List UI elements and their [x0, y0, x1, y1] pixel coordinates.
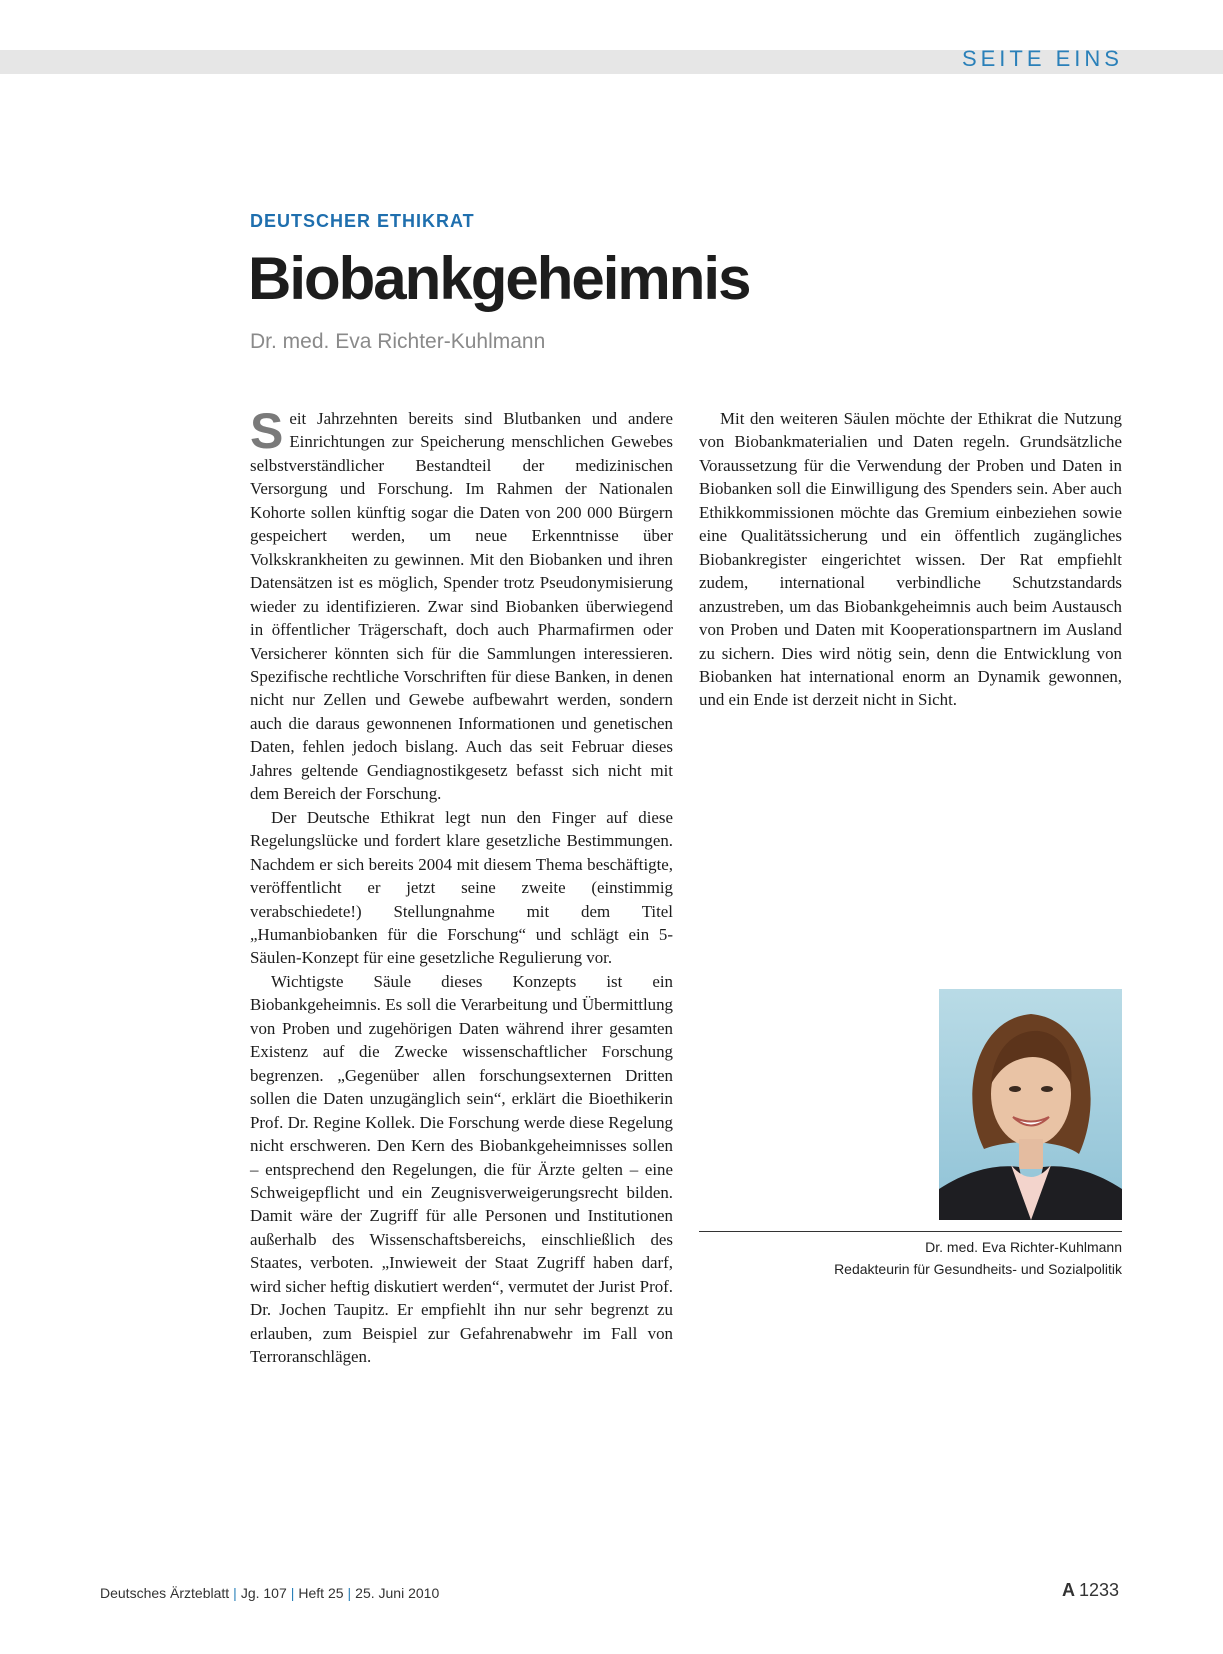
article-kicker: DEUTSCHER ETHIKRAT [250, 211, 475, 231]
footer-separator: | [290, 1585, 295, 1601]
paragraph-1 [250, 403, 673, 806]
footer [100, 1585, 439, 1601]
footer-volume: Jg. 107 [240, 1585, 287, 1601]
page-number-value: 1233 [1078, 1580, 1119, 1600]
caption-divider [699, 1231, 1122, 1232]
paragraph-1-text: eit Jahrzehnten bereits sind Blutbanken und andere Einrichtungen zur Speicherung menschlichen Gewebes selbstverständlicher Bestandteil der medizinischen Versorgung und Forschung. Im Rahmen der Nationalen Kohorte sollen künftig sogar die Daten von 200 000 Bürgern gespeichert werden, um neue Erkenntnisse über Volkskrankheiten zu gewinnen. Mit den Biobanken und ihren Datensätzen ist es möglich, Spender trotz Pseudonymisierung wieder zu identifizieren. Zwar sind Biobanken überwiegend in öffentlicher Trägerschaft, doch auch Pharmafirmen oder Versicherer könnten sich für die Sammlungen interessieren. Spezifische rechtliche Vorschriften für diese Banken, in denen nicht nur Zellen und Gewebe aufbewahrt werden, sondern auch die daraus gewonnenen Informationen und genetischen Daten, fehlen jedoch bislang. Auch das seit Februar dieses Jahres geltende Gendiagnostikgesetz befasst sich nicht mit dem Bereich der Forschung. [250, 409, 673, 804]
drop-cap: S [250, 403, 284, 459]
text-column-right [699, 407, 1122, 712]
text-column-left [250, 403, 673, 1369]
footer-journal: Deutsches Ärzteblatt [100, 1585, 230, 1601]
paragraph-4: Mit den weiteren Säulen möchte der Ethikrat die Nutzung von Biobankmaterialien und Daten regeln. Grundsätzliche Voraussetzung für die Verwendung der Proben und Daten in Biobanken soll die Einwilligung des Spenders sein. Aber auch Ethikkommissionen möchte das Gremium einbeziehen sowie eine Qualitätssicherung und ein öffentlich zugängliches Biobankregister eingerichtet wissen. Der Rat empfiehlt zudem, international verbindliche Schutzstandards anzustreben, um das Biobankgeheimnis auch beim Austausch von Proben und Daten mit Kooperationspartnern im Ausland zu sichern. Dies wird nötig sein, denn die Entwicklung von Biobanken hat international enorm an Dynamik gewonnen, und ein Ende ist derzeit nicht in Sicht. [699, 409, 1122, 710]
author-portrait [939, 989, 1122, 1220]
article-title: Biobankgeheimnis [248, 245, 750, 312]
article-author: Dr. med. Eva Richter-Kuhlmann [250, 330, 546, 353]
caption-role: Redakteurin für Gesundheits- und Sozialpolitik [834, 1261, 1122, 1277]
page-number [1062, 1580, 1119, 1601]
caption-name: Dr. med. Eva Richter-Kuhlmann [925, 1239, 1122, 1255]
footer-separator: | [347, 1585, 352, 1601]
paragraph-3: Wichtigste Säule dieses Konzepts ist ein Biobankgeheimnis. Es soll die Verarbeitung und Übermittlung von Proben und zugehörigen Daten während ihrer gesamten Existenz auf die Zwecke wissenschaftlicher Forschung begrenzen. „Gegenüber allen forschungsexternen Dritten sollen die Daten unzugänglich sein“, erklärt die Bioethikerin Prof. Dr. Regine Kollek. Die Forschung werde diese Regelung nicht erschweren. Den Kern des Biobankgeheimnisses sollen – entsprechend den Regelungen, die für Ärzte gelten – eine Schweigepflicht und ein Zeugnisverweigerungsrecht bilden. Damit wäre der Zugriff für alle Personen und Institutionen außerhalb des Wissenschaftsbereichs, einschließlich des Staates, verboten. „Inwieweit der Staat Zugriff haben darf, wird sicher heftig diskutiert werden“, vermutet der Jurist Prof. Dr. Jochen Taupitz. Er empfiehlt ihn nur sehr begrenzt zu erlauben, zum Beispiel zur Gefahrenabwehr im Fall von Terroranschlägen. [250, 971, 673, 1367]
page-prefix: A [1061, 1580, 1075, 1600]
footer-date: 25. Juni 2010 [355, 1585, 440, 1601]
footer-issue: Heft 25 [298, 1585, 344, 1601]
footer-separator: | [233, 1585, 237, 1601]
section-label: SEITE EINS [961, 46, 1123, 71]
portrait-caption [834, 1236, 1122, 1280]
paragraph-2: Der Deutsche Ethikrat legt nun den Finger auf diese Regelungslücke und fordert klare gesetzliche Bestimmungen. Nachdem er sich bereits 2004 mit diesem Thema beschäftigte, veröffentlicht er jetzt seine zweite (einstimmig verabschiedete!) Stellungnahme mit dem Titel „Humanbiobanken für die Forschung“ und schlägt ein 5-Säulen-Konzept für eine gesetzliche Regulierung vor. [250, 807, 673, 968]
